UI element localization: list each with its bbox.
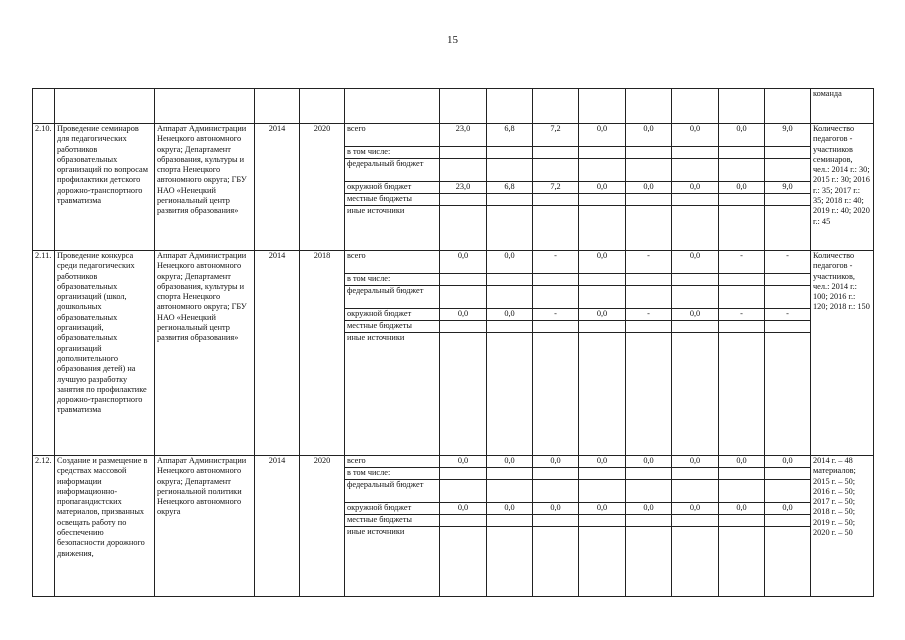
funding-value [440,274,487,286]
funding-value [672,159,719,182]
funding-value: - [533,309,579,321]
funding-value [765,286,811,309]
page-number: 15 [447,34,458,46]
table-row [33,456,874,468]
funding-value [440,468,487,480]
end-year: 2020 [300,124,345,251]
funding-value [533,274,579,286]
table-body [33,89,874,597]
funding-value [579,286,626,309]
end-year: 2020 [300,456,345,597]
funding-value [626,274,672,286]
funding-source-label: иные источники [345,527,440,597]
funding-value: 6,8 [487,124,533,147]
target-indicator: Количество педагогов - участников, чел.: 2014 г.: 100; 2016 г.: 120; 2018 г.: 150 [811,251,874,456]
funding-value: 0,0 [533,456,579,468]
funding-value [487,159,533,182]
funding-value [579,527,626,597]
funding-value [440,206,487,251]
funding-source-label: в том числе: [345,468,440,480]
funding-value [719,159,765,182]
funding-value [579,321,626,333]
responsible-executor: Аппарат Администрации Ненецкого автономного округа; Департамент образования, культуры и спорта Ненецкого автономного округа; ГБУ НАО «Ненецкий региональный центр развития образования» [155,124,255,251]
funding-value [487,147,533,159]
row-number: 2.10. [33,124,55,251]
funding-value: 0,0 [579,503,626,515]
funding-value: 0,0 [440,309,487,321]
funding-value: 9,0 [765,124,811,147]
funding-value: 0,0 [765,503,811,515]
funding-value: 6,8 [487,182,533,194]
funding-value [626,147,672,159]
funding-value [672,286,719,309]
funding-value [579,206,626,251]
funding-value [440,527,487,597]
row-number: 2.11. [33,251,55,456]
funding-value: - [765,309,811,321]
funding-value [440,194,487,206]
funding-value [765,333,811,456]
funding-value: 0,0 [672,309,719,321]
row-number: 2.12. [33,456,55,597]
funding-source-label: всего [345,251,440,274]
target-indicator: Количество педагогов - участников семинаров, чел.: 2014 г.: 30; 2015 г.: 30; 2016 г.: 35; 2017 г.: 35; 2018 г.: 40; 2019 г.: 40; 2020 г.: 45 [811,124,874,251]
funding-value [533,159,579,182]
funding-value [719,321,765,333]
funding-value [533,480,579,503]
responsible-executor: Аппарат Администрации Ненецкого автономного округа; Департамент региональной политики Ненецкого автономного округа [155,456,255,597]
funding-value [765,206,811,251]
funding-value: 0,0 [579,251,626,274]
start-year: 2014 [255,124,300,251]
funding-value [719,515,765,527]
funding-value [765,527,811,597]
funding-value [672,147,719,159]
funding-value [672,468,719,480]
funding-value [579,515,626,527]
funding-value [533,468,579,480]
funding-value [672,515,719,527]
funding-value [533,286,579,309]
funding-value [487,286,533,309]
funding-value [487,527,533,597]
funding-value: 23,0 [440,124,487,147]
funding-value [672,206,719,251]
funding-value [626,480,672,503]
funding-source-label: окружной бюджет [345,182,440,194]
funding-value [487,515,533,527]
funding-value: 0,0 [719,124,765,147]
funding-value [440,515,487,527]
funding-value: 0,0 [672,456,719,468]
funding-source-label: иные источники [345,206,440,251]
funding-value [533,515,579,527]
funding-value [579,194,626,206]
funding-value [440,147,487,159]
activity-name: Проведение семинаров для педагогических работников образовательных организаций по вопросам профилактики детского дорожно-транспортного травматизма [55,124,155,251]
funding-value [765,468,811,480]
funding-value: 0,0 [626,124,672,147]
funding-source-label: федеральный бюджет [345,159,440,182]
funding-value [487,274,533,286]
funding-value: - [765,251,811,274]
funding-value: 0,0 [533,503,579,515]
funding-value [579,333,626,456]
funding-value: 9,0 [765,182,811,194]
funding-value: 0,0 [487,251,533,274]
funding-source-label: федеральный бюджет [345,286,440,309]
funding-value [487,321,533,333]
funding-value [626,194,672,206]
funding-source-label: федеральный бюджет [345,480,440,503]
funding-value: 23,0 [440,182,487,194]
funding-value: - [626,309,672,321]
funding-value: 0,0 [672,182,719,194]
funding-source-label: иные источники [345,333,440,456]
funding-value [672,333,719,456]
funding-value: 7,2 [533,124,579,147]
funding-value: 0,0 [626,503,672,515]
funding-source-label: в том числе: [345,274,440,286]
funding-value [719,468,765,480]
funding-source-label: местные бюджеты [345,321,440,333]
funding-source-label: окружной бюджет [345,309,440,321]
funding-value: 0,0 [765,456,811,468]
funding-value [719,147,765,159]
funding-value [765,194,811,206]
funding-value: 0,0 [719,503,765,515]
funding-value [719,286,765,309]
funding-value [579,274,626,286]
funding-value: 0,0 [487,309,533,321]
table-row [33,251,874,274]
funding-value [719,274,765,286]
funding-value: 0,0 [626,456,672,468]
funding-value [579,159,626,182]
activity-name: Проведение конкурса среди педагогических работников образовательных организаций (школ, дошкольных образовательных организаций, образовательных организаций дополнительного образования детей) на лучшую разработку занятия по профилактике дорожно-транспортного травматизма [55,251,155,456]
funding-value [440,286,487,309]
funding-value [765,480,811,503]
funding-value: 0,0 [579,456,626,468]
funding-value [533,527,579,597]
funding-value [487,194,533,206]
funding-value [672,321,719,333]
funding-value: - [533,251,579,274]
funding-value [579,147,626,159]
funding-value [440,480,487,503]
funding-value [719,194,765,206]
funding-value [440,333,487,456]
funding-source-label: окружной бюджет [345,503,440,515]
funding-value: - [626,251,672,274]
end-year: 2018 [300,251,345,456]
funding-value [765,147,811,159]
funding-source-label: всего [345,456,440,468]
funding-value: 0,0 [626,182,672,194]
funding-value [719,480,765,503]
funding-value: 0,0 [672,503,719,515]
funding-value: 0,0 [672,251,719,274]
funding-value [487,480,533,503]
start-year: 2014 [255,251,300,456]
funding-value [672,527,719,597]
funding-value [765,274,811,286]
funding-value [765,159,811,182]
funding-value [719,206,765,251]
funding-value: 0,0 [487,456,533,468]
funding-value: 0,0 [719,456,765,468]
funding-value [672,274,719,286]
funding-value [626,515,672,527]
funding-value [487,206,533,251]
funding-value [672,480,719,503]
funding-value: 0,0 [579,124,626,147]
funding-value [626,286,672,309]
funding-source-label: в том числе: [345,147,440,159]
funding-value [765,515,811,527]
funding-value [440,159,487,182]
table-row [33,124,874,147]
funding-value [440,321,487,333]
continued-note: команда [811,89,874,124]
funding-value [579,468,626,480]
funding-value: 0,0 [672,124,719,147]
funding-source-label: местные бюджеты [345,515,440,527]
funding-value [533,333,579,456]
funding-value [487,468,533,480]
funding-value [533,206,579,251]
program-activities-table [32,88,874,597]
funding-value: 0,0 [487,503,533,515]
funding-value [719,527,765,597]
funding-value [579,480,626,503]
funding-value: 0,0 [719,182,765,194]
funding-value [719,333,765,456]
funding-value [765,321,811,333]
funding-value [672,194,719,206]
funding-value: 0,0 [440,503,487,515]
funding-value: 0,0 [579,182,626,194]
target-indicator: 2014 г. – 48 материалов; 2015 г. – 50; 2016 г. – 50; 2017 г. – 50; 2018 г. – 50; 2019 г. – 50; 2020 г. – 50 [811,456,874,597]
funding-source-label: местные бюджеты [345,194,440,206]
funding-value [626,159,672,182]
funding-value [626,206,672,251]
funding-value [626,321,672,333]
funding-value: - [719,251,765,274]
funding-value [533,321,579,333]
funding-value [533,147,579,159]
activity-name: Создание и размещение в средствах массовой информации информационно-пропагандистских материалов, призванных освещать работу по обеспечению безопасности дорожного движения, [55,456,155,597]
funding-value: 0,0 [579,309,626,321]
funding-value [487,333,533,456]
funding-value [533,194,579,206]
funding-value: 0,0 [440,251,487,274]
funding-value: - [719,309,765,321]
funding-value: 0,0 [440,456,487,468]
start-year: 2014 [255,456,300,597]
funding-value [626,468,672,480]
continued-row [33,89,874,124]
responsible-executor: Аппарат Администрации Ненецкого автономного округа; Департамент образования, культуры и спорта Ненецкого автономного округа; ГБУ НАО «Ненецкий региональный центр развития образования» [155,251,255,456]
funding-value: 7,2 [533,182,579,194]
funding-value [626,333,672,456]
funding-source-label: всего [345,124,440,147]
funding-value [626,527,672,597]
